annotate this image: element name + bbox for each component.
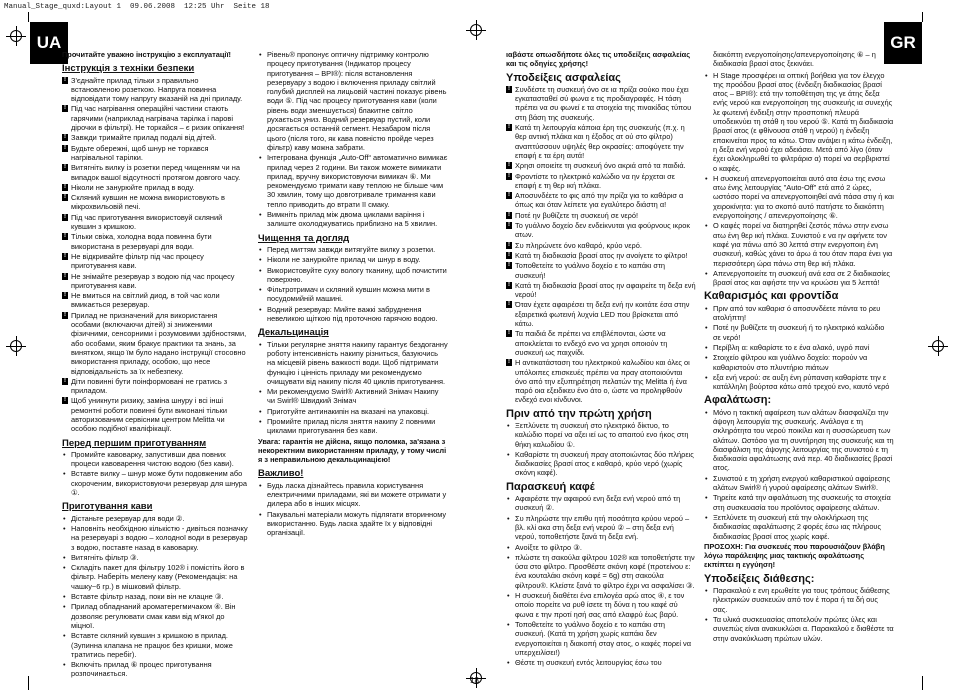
list-item-text: Ανοίξτε το φίλτρο ③. xyxy=(515,542,582,552)
bullet-icon: • xyxy=(63,469,66,479)
bullet-icon: • xyxy=(705,614,708,624)
language-tab-gr: GR xyxy=(884,22,922,64)
list-item xyxy=(258,305,448,324)
list-item xyxy=(506,221,696,240)
list-item xyxy=(62,469,248,497)
list-item-text: Κατά τη διαδικασία βρασί ατος ην αφαιρείτε τη δεξα ενή νερού! xyxy=(515,280,696,300)
features-list xyxy=(258,50,448,229)
list-item xyxy=(704,408,894,473)
list-item xyxy=(258,266,448,285)
list-item-text: Πριν από τον καθαρισ ό αποσυνδέετε πάντα το ρευ ατολήπτη! xyxy=(713,303,881,323)
bullet-icon: • xyxy=(705,323,708,333)
page-number: 18 xyxy=(470,676,479,685)
heading-first-use: Перед першим приготуванням xyxy=(62,437,207,449)
heading-coffee: Приготування кави xyxy=(62,501,153,513)
bullet-icon: • xyxy=(705,353,708,363)
warning-icon: ! xyxy=(508,85,510,92)
list-item xyxy=(62,76,248,104)
list-item xyxy=(506,494,696,513)
bullet-icon: • xyxy=(705,303,708,313)
list-item-text: Прилад не призначений для використання особами (включаючи дітей) зі зниженими фізичними, сенсорними і розумовими здібностями, або особами, яким бракує практики та знань, за винятком, якщо їм було надано інструкції стосовно використання приладу, особою, що несе відповідальність за їх небезпеку. xyxy=(71,310,247,376)
list-item xyxy=(704,493,894,512)
list-item xyxy=(506,514,696,542)
bullet-icon: • xyxy=(63,449,66,459)
list-item xyxy=(258,417,448,436)
heading-safety-gr: Υποδείξεις ασφαλείας xyxy=(506,71,621,84)
list-item xyxy=(506,85,696,122)
list-item-text: Інтегрована функція „Auto-Off“ автоматично вимикає прилад через 2 години. Ви також можете вимикати прилад, вручну використовуючи вимикач ⑥. Ми рекомендуємо тримати каву теплою не більше чим 30 хвилин, тому що довготривале тримання кави тепло приводить до втрати її смаку. xyxy=(267,153,448,209)
list-item-text: Το γυάλινο δοχείο δεν ενδείκνυται για φούρνους ικροκ ατων. xyxy=(515,221,691,240)
list-item-text: Вставте фільтр назад, поки він не клацне ③. xyxy=(71,592,224,602)
list-item-text: Не знімайте резервуар з водою під час процесу приготування кави. xyxy=(71,271,235,290)
list-item xyxy=(506,591,696,619)
heading-decalcification: Декальцинація xyxy=(258,327,329,339)
bullet-icon: • xyxy=(507,619,510,629)
warning-icon: ! xyxy=(508,162,510,169)
list-item-text: Витягніть вилку із розетки перед чищенням чи на випадок вашої відсутності протягом довгого часу. xyxy=(71,163,241,182)
bullet-icon: • xyxy=(705,221,708,231)
list-item-text: Η συσκευή διαθέτει ένα επιλογέα αρώ ατος ④, ε τον οποίο πορείτε να ρυθ ίσετε τη δύνα η του καφέ σύ φωνα ε την προτί ησή σας από ελαφρύ έως βαρύ. xyxy=(515,591,685,619)
list-item-text: Τοποθετείτε το γυάλινο δοχείο ε το καπάκι στη συσκευή! xyxy=(515,261,665,280)
list-item xyxy=(258,340,448,386)
list-item xyxy=(62,213,248,232)
list-item-text: Τα παιδιά δε πρέπει να επιβλέπονται, ώστε να αποκλείεται το ενδεχό ενο να χρησι οποιούν τη συσκευή ως παιχνίδι. xyxy=(515,329,668,357)
bullet-icon: • xyxy=(259,339,262,349)
list-item xyxy=(704,615,894,643)
bullet-icon: • xyxy=(705,493,708,503)
warning-icon: ! xyxy=(508,192,510,199)
list-item-text: Прилад обладнаний ароматерегмичаком ④. Він дозволяє регулювати смак кави від м'якої до міцної. xyxy=(71,602,236,630)
list-item-text: Κατά τη λειτουργία κάποια έρη της συσκευής (π.χ. η θερ αντική πλάκα και η έξοδος ατ ού στο φίλτρο) αναπτύσσουν υψηλές θερ οκρασίες: αποφύγετε την επαφή ε τα έρη αυτά! xyxy=(515,123,685,160)
list-item xyxy=(506,123,696,160)
list-item xyxy=(506,543,696,552)
list-item xyxy=(62,592,248,601)
list-item xyxy=(62,450,248,469)
list-item xyxy=(506,620,696,657)
list-item xyxy=(506,358,696,404)
column-ua-2 xyxy=(258,50,448,539)
list-item xyxy=(62,232,248,251)
list-item-text: Ξεπλύνετε τη συσκευή στο ηλεκτρικό δίκτυο, το καλώδιο πορεί να αξει ιεί ως το απαιτού ενο ήκος στη θήκη καλωδίου ①. xyxy=(515,420,689,449)
list-item xyxy=(506,261,696,280)
bullet-icon: • xyxy=(705,173,708,183)
list-item xyxy=(62,311,248,376)
bullet-icon: • xyxy=(507,513,510,523)
bullet-icon: • xyxy=(705,407,708,417)
warning-icon: ! xyxy=(508,281,510,288)
bullet-icon: • xyxy=(63,592,66,602)
list-item xyxy=(506,281,696,300)
list-item-text: Під час приготування використовуй скляний кувшин з кришкою. xyxy=(71,212,223,232)
bullet-icon: • xyxy=(705,473,708,483)
warning-icon: ! xyxy=(508,301,510,308)
list-item-text: Вставте скляний кувшин з кришкою в прилад. (Зупинна клапана не працює без кришки, може тратитись перебіг). xyxy=(71,631,233,659)
bullet-icon: • xyxy=(259,265,262,275)
warning-icon: ! xyxy=(64,272,66,279)
list-item-text: Κατά τη διαδικασία βρασί ατος ην ανοίγετε το φίλτρο! xyxy=(515,250,688,260)
list-item-text: Наповніть необхідною кількістю - дивіться позначку на резервуарі з водою – холодної води в резервуар з водою, поставте назад в кавоварку. xyxy=(71,523,248,552)
bullet-icon: • xyxy=(259,480,262,490)
list-item-text: Χρησι οποιείτε τη συσκευή όνο ακριά από τα παιδιά. xyxy=(515,161,686,171)
registration-mark-top-left xyxy=(6,26,26,46)
list-item xyxy=(62,183,248,192)
safety-list xyxy=(62,76,248,434)
list-item xyxy=(506,421,696,449)
safety-list-gr xyxy=(506,85,696,405)
bullet-icon: • xyxy=(507,449,510,459)
column-gr-1 xyxy=(506,50,696,668)
list-item-text: Παρακαλού ε ενη ερωθείτε για τους τρόπους διάθεσης ηλεκτρικών συσκευών από τον έ πορα ή τα δή ους σας. xyxy=(713,586,890,614)
crop-line-top-right xyxy=(922,12,923,22)
warning-icon: ! xyxy=(64,233,66,240)
crop-line-bottom-right xyxy=(922,676,923,690)
list-item-text: Απενεργοποιείτε τη συσκευή ανά εσα σε 2 διαδικασίες βρασί ατος και αφήστε την να κρυώσει για 5 λεπτά! xyxy=(713,268,890,288)
heading-cleaning: Чищення та догляд xyxy=(258,232,350,244)
decalcification-list-gr xyxy=(704,408,894,541)
list-item xyxy=(258,481,448,509)
list-item xyxy=(258,245,448,254)
list-item-text: Пакувальні матеріали можуть підлягати вторинному використанню. Будь ласка здайте їх у відповідні організації. xyxy=(267,509,447,538)
list-item xyxy=(258,510,448,538)
list-item xyxy=(258,407,448,416)
warning-icon: ! xyxy=(508,330,510,337)
warning-icon: ! xyxy=(64,311,66,318)
list-item xyxy=(258,285,448,304)
warning-icon: ! xyxy=(64,76,66,83)
list-item xyxy=(506,211,696,220)
list-item xyxy=(704,474,894,493)
list-item-text: Використовуйте суху вологу тканину, щоб почистити поверхню. xyxy=(267,265,447,284)
warranty-note: Увага: гарантія не дійсна, якщо поломка, за'язана з некоректним використанням приладу, у тому числі я з неправильною декальцинацією! xyxy=(258,436,447,465)
coffee-list-gr xyxy=(506,494,696,667)
heading-cleaning-gr: Καθαρισμός και φροντίδα xyxy=(704,290,839,303)
list-item xyxy=(258,387,448,406)
warning-icon: ! xyxy=(64,183,66,190)
bullet-icon: • xyxy=(705,586,708,596)
list-item-text: Вимкніть прилад між двома циклами варіння і залиште охолоджуватись приблизно на 5 хвилин. xyxy=(267,210,438,229)
list-item xyxy=(704,323,894,342)
bullet-icon: • xyxy=(63,552,66,562)
list-item xyxy=(704,353,894,372)
list-item xyxy=(506,450,696,478)
heading-disposal-gr: Υποδείξεις διάθεσης: xyxy=(704,572,815,585)
list-item-text: Вставте вилку – шнур може бути подовженим або скороченим, використовуючи резервуар для шнура ①. xyxy=(71,469,247,498)
list-item-text: Καθαρίστε τη συσκευή πραγ ατοποιώντας δύο πλήρεις διαδικασίες βρασί ατος ε καθαρό, κρύο νερό (χωρίς σκόνη καφέ). xyxy=(515,449,694,478)
list-item-text: Όταν έχετε αφαιρέσει τη δεξα ενή ην κοιτάτε έσα στην εξαιρετικά φωτεινή λυχνία LED που βρίσκεται από κάτω. xyxy=(515,300,690,329)
list-item-text: Під час нагрівання операційні частини стають гарячими (наприклад нагрівача тарілка і парові дірочки в фільтрі). Не торкайся – є ризик опікання! xyxy=(71,104,245,133)
intro-text: Прочитайте уважно інструкцію з експлуатації! xyxy=(62,50,232,59)
warning-icon: ! xyxy=(508,172,510,179)
list-item-text: Τα υλικά συσκευασίας αποτελούν πρώτες ύλες και συνεπώς είναι ανακυκλώσι α. Παρακαλού ε διαθέστε τα στην ανακύκλωση πρώτων υλών. xyxy=(713,614,894,643)
bullet-icon: • xyxy=(63,563,66,573)
bullet-icon: • xyxy=(63,660,66,670)
bullet-icon: • xyxy=(63,513,66,523)
bullet-icon: • xyxy=(259,406,262,416)
list-item-text: Промийте кавоварку, запустивши два повних процеси кавоварення чистою водою (без кави). xyxy=(71,449,234,469)
registration-mark-left-middle xyxy=(6,336,26,356)
first-use-list xyxy=(62,450,248,497)
list-item xyxy=(62,602,248,630)
list-item-text: Скляний кувшин не можна використовують в мікрохвильовій печі. xyxy=(71,193,225,212)
list-item-text: Діти повинні бути поінформовані не гратись з приладом. xyxy=(71,376,228,396)
bullet-icon: • xyxy=(259,387,262,397)
list-item-text: Будь ласка дізнайтесь правила користування електричними приладами, які ви можете отримати у дилера або в інших місцях. xyxy=(267,480,447,509)
bullet-icon: • xyxy=(259,509,262,519)
decalcification-list xyxy=(258,340,448,436)
list-item xyxy=(704,586,894,614)
list-item xyxy=(506,251,696,260)
list-item-text: Щоб уникнути ризику, заміна шнуру і всі інші ремонтні роботи повинні бути виконані тільки авторизованим сервісним центром Melitta чи особою подібної кваліфікації. xyxy=(71,396,227,434)
list-item-text: Η συσκευή απενεργοποιείται αυτό ατα έσω της ενσω ατω ένης λειτουργίας "Auto-Off" ετά από 2 ώρες, ωστόσο πορεί να απενεργοποιηθεί ανά πάσα στιγ ή και χειροκίνητα: για το σκοπό αυτό πατήστε το διακόπτη ενεργοποίησης / απενεργοποίησης ⑥. xyxy=(713,173,894,221)
list-item xyxy=(704,373,894,392)
warning-icon: ! xyxy=(508,251,510,258)
warning-icon: ! xyxy=(64,377,66,384)
list-item-text: Ξεπλύνετε τη συσκευή ετά την ολοκλήρωση της διαδικασίας αφαλάτωσης 2 φορές έσω ιας πλήρους διαδικασίας βρασί ατος χωρίς καφέ. xyxy=(713,512,882,541)
registration-mark-top-center xyxy=(466,20,486,40)
list-item xyxy=(62,377,248,396)
list-item xyxy=(506,300,696,328)
list-item-text: Витягніть фільтр ③. xyxy=(71,552,139,562)
list-item-text: Ο καφές πορεί να διατηρηθεί ζεστός πάνω στην ενσω ατω ένη θερ ική πλάκα. Συνιστού ε να ην αφήνετε τον καφέ για πάνω από 30 λεπτά στην ενεργοποιη ένη συσκευή, καθώς χάνει το άρω ά του όταν παρα ένει για περισσότερη ώρα πάνω στη θερ ική πλάκα. xyxy=(713,221,893,268)
list-item-text: Тільки свіжа, холодна вода повинна бути використана в резервуарі для води. xyxy=(71,232,212,251)
list-item-text: Θέστε τη συσκευή εντός λειτουργίας έσω του xyxy=(515,658,662,668)
intro-text-gr: ιαβάστε οπωσδήποτε όλες τις υποδείξεις ασφαλείας και τις οδηγίες χρήσης! xyxy=(506,50,691,69)
bullet-icon: • xyxy=(259,50,262,59)
column-ua-1 xyxy=(62,50,248,680)
list-item-text: Не відкривайте фільтр під час процесу приготування кави. xyxy=(71,251,204,271)
warning-icon: ! xyxy=(508,241,510,248)
list-item-text: Η Stage προσφέρει ια οπτική βοήθεια για τον έλεγχο της προόδου βρασί ατος (ένδειξη διαδικασίας βρασί ατος – BPI®): ετά την τοποθέτηση της γε άτης δεξα ενής νερού και ενεργοποίηση της συσκευής ια συνεχής λε φωτεινή ένδειξη στην προσποτική πλευρά υποδεικνύει τη στάθ η του νερού ⑤. Κατά τη διαδικασία βρασί ατος (ε φθίνουσα στάθ η νερού) η ένδειξη επακινείται προς τα κάτω. Όταν ανάψει η κάτω ένδειξη, η δεξα ενή νερού έχει αδειάσει. Μετά από λίγο (όταν έχει ολοκληρωθεί το φιλτράρισ α) πορεί να σερβιριστεί ο καφές. xyxy=(713,70,894,173)
list-item-text: Не вмиться на світлий диод, в той час коли вмикається резервуар. xyxy=(71,291,220,310)
crop-line-bottom-left xyxy=(28,676,29,690)
coffee-list xyxy=(62,514,248,679)
list-item-text: Рівень® пропонує оптичну підтримку контролю процесу приготування (Індикатор процесу приготування – BPI®): після встановлення резервуару з водою і включення приладу світлий голубий дисплей на лицьовій частині показує рівень води ⑤. Під час процесу приготування кави (коли рівень води зменшується) блакитне світло рухається униз. Водний резервуар пустий, коли досягається останній сегмент. Незабаром після цього (після того, як кава повністю пройде через фільтр) каву можна забрати. xyxy=(267,50,447,152)
list-item xyxy=(506,241,696,250)
bullet-icon: • xyxy=(259,416,262,426)
list-item-text: Фільтротримач и скляний кувшин можна мити в посудомийній машині. xyxy=(267,285,430,304)
list-item-text: Водний резервуар: Мийте важкі забруднення невеликою щіткою під проточною гарячою водою. xyxy=(267,304,438,324)
bullet-icon: • xyxy=(705,342,708,352)
list-item-text: εξα ενή νερού: σε αυξη ένη ρύπανση καθαρίστε την ε κατάλληλη βούρτσα κάτω από τρεχού ενο, καυτό νερό xyxy=(713,372,890,392)
bullet-icon: • xyxy=(259,244,262,254)
list-item xyxy=(258,153,448,209)
list-item xyxy=(704,71,894,173)
warning-icon: ! xyxy=(508,222,510,229)
list-item xyxy=(704,269,894,288)
list-item-text: Συνιστού ε τη χρήση ενεργού καθαριστικού αφαίρεσης αλάτων Swirl® ή γυρού αφαίρεσης αλάτων Swirl®. xyxy=(713,473,891,493)
list-item xyxy=(704,343,894,352)
bullet-icon: • xyxy=(507,591,510,601)
list-item xyxy=(258,50,448,152)
warning-icon: ! xyxy=(64,144,66,151)
heading-safety: Інструкція з техніки безпеки xyxy=(62,63,195,75)
continued-text-gr: διακόπτη ενεργοποίησης/απενεργοποίησης ⑥ – η διαδικασία βρασί ατος ξεκινάει. xyxy=(713,50,876,69)
list-item-text: Συ πληρώνετε όνο καθαρό, κρύο νερό. xyxy=(515,240,642,250)
warning-icon: ! xyxy=(64,292,66,299)
list-item-text: Τοποθετείτε το γυάλινο δοχείο ε το καπάκι στη συσκευή. (Κατά τη χρήση χωρίς καπάκι δεν ενεργοποιείται η διακοπή σταγ ατος, ο καφές πορεί να υπερχειλίσει!) xyxy=(515,619,691,657)
bullet-icon: • xyxy=(259,255,262,265)
list-item-text: Συνδέστε τη συσκευή όνο σε ια πρίζα σούκο που έχει εγκατασταθεί σύ φωνα ε τις προδιαγραφές. Η τάση πρέπει να συ φωνεί ε τα στοιχεία της πινακίδας τύπου στη βάση της συσκευής. xyxy=(515,84,692,122)
list-item xyxy=(704,304,894,323)
crop-line-top-left xyxy=(28,12,29,22)
list-item-text: Ποτέ ην βυθίζετε τη συσκευή σε νερό! xyxy=(515,210,639,220)
list-item xyxy=(62,514,248,523)
list-item xyxy=(62,193,248,212)
list-item-text: Ποτέ ην βυθίζετε τη συσκευή ή το ηλεκτρικό καλώδιο σε νερό! xyxy=(713,323,885,342)
list-item-text: Промийте прилад після зняття накипу 2 повними циклами приготування без кави. xyxy=(267,416,436,436)
list-item-text: Ніколи не занурюйте прилад в воду. xyxy=(71,182,195,192)
list-item xyxy=(62,631,248,659)
list-item-text: Φροντίστε το ηλεκτρικό καλώδιο να ην έρχεται σε επαφή ε τη θερ ική πλάκα. xyxy=(515,171,675,190)
list-item-text: Τηρείτε κατά την αφαλάτωση της συσκευής τα στοιχεία στη συσκευασία του προϊόντος αφαίρεσης αλάτων. xyxy=(713,493,891,512)
list-item-text: Перед миттям завжди витягуйте вилку з розетки. xyxy=(267,244,436,254)
list-item-text: Завжди тримайте прилад подалі від дітей. xyxy=(71,133,217,143)
list-item xyxy=(704,513,894,541)
bullet-icon: • xyxy=(259,210,262,220)
warning-icon: ! xyxy=(64,397,66,404)
list-item xyxy=(506,329,696,357)
file-header: Manual_Stage_quxd:Layout 1 09.06.2008 12:25 Uhr Seite 18 xyxy=(4,3,270,11)
list-item-text: Στοιχείο φίλτρου και γυάλινο δοχείο: πορούν να καθαριστούν στο πλυντήριο πιάτων xyxy=(713,353,868,372)
list-item xyxy=(62,563,248,591)
warning-icon: ! xyxy=(64,164,66,171)
warning-icon: ! xyxy=(508,359,510,366)
bullet-icon: • xyxy=(63,523,66,533)
list-item xyxy=(62,163,248,182)
list-item xyxy=(258,255,448,264)
bullet-icon: • xyxy=(507,552,510,562)
list-item xyxy=(258,210,448,229)
bullet-icon: • xyxy=(705,268,708,278)
list-item-text: Αφαιρέστε την αφαιρού ενη δεξα ενή νερού από τη συσκευή ②. xyxy=(515,494,681,513)
list-item-text: Συ πληρώστε την επιθυ ητή ποσότητα κρύου νερού – βλ. κλί ακα στη δεξα ενή νερού ② – στη δεξα ενή νερού, τοποθετήστε ξανά τη δεξα ενή. xyxy=(515,513,690,542)
list-item-text: Περίβλη α: καθαρίστε το ε ένα αλακό, υγρό πανί xyxy=(713,342,870,352)
list-item xyxy=(62,104,248,132)
list-item-text: πλώστε τη σακούλα φίλτρου 102® και τοποθετήστε την ύσα στο φίλτρο. Προσθέστε σκόνη καφέ (προτείνου ε: ένα κουταλάκι σκόνη καφέ = 6g) στη σακούλα φίλτρου®. Κλείστε ξανά το φίλτρο έχρι να ασφαλίσει ③. xyxy=(515,552,695,590)
list-item-text: Η αντικατάσταση του ηλεκτρικού καλωδίου και όλες οι υπόλοιπες επισκευές πρέπει να πραγ ατοποιούνται όνο από την εξυπηρέτηση πελατών της Melitta ή ένα παρό οια εξειδικευ ένο άτο ο, ώστε να προληφθούν ενδεχό ενοι κίνδυνοι. xyxy=(515,358,690,405)
list-item-text: Дістаньте резервуар для води ②. xyxy=(71,513,185,523)
list-item-text: Складіть пакет для фільтру 102® і помістіть його в фільтр. Наберіть мелену каву (Рекомендація: на чашку~6 гр.) в мішковий фільтр. xyxy=(71,563,245,591)
list-item xyxy=(62,144,248,163)
list-item-text: З'єднайте прилад тільки з правильно встановленою розеткою. Напруга повинна відповідати тому напругу вказаній на дні приладу. xyxy=(71,75,243,104)
list-item-text: Ми рекомендуємо Swirl® Активний Знімач Накипу чи Swirl® Швидкий Знімач xyxy=(267,387,439,406)
list-item xyxy=(62,252,248,271)
list-item-text: Ніколи не занурюйте прилад чи шнур в воду. xyxy=(267,255,421,265)
list-item xyxy=(62,553,248,562)
bullet-icon: • xyxy=(63,602,66,612)
warning-note-gr: ΠΡΟΣΟΧΗ: Για συσκευές που παρουσιάζουν βλάβη λόγω παράλειψης μιας τακτικής αφαλάτωσης εκπίπτει η εγγύηση! xyxy=(704,541,885,570)
list-item xyxy=(506,172,696,191)
list-item xyxy=(704,174,894,220)
warning-icon: ! xyxy=(508,262,510,269)
bullet-icon: • xyxy=(259,285,262,295)
bullet-icon: • xyxy=(705,372,708,382)
warning-icon: ! xyxy=(64,105,66,112)
warning-icon: ! xyxy=(64,194,66,201)
list-item-text: Тільки регулярне зняття накипу гарантує бездоганну роботу інтенсивність накипу різниться, базуючись на місцевій рівень важкості води. Щоб підтримати функцію і цінність приладу ми рекомендуємо очищувати від накипу після 40 циклів приготування. xyxy=(267,339,448,386)
bullet-icon: • xyxy=(507,494,510,504)
list-item xyxy=(506,553,696,590)
bullet-icon: • xyxy=(259,304,262,314)
important-list xyxy=(258,481,448,538)
language-tab-ua: UA xyxy=(30,22,68,64)
bullet-icon: • xyxy=(259,153,262,163)
heading-coffee-gr: Παρασκευή καφέ xyxy=(506,480,595,493)
warning-icon: ! xyxy=(64,134,66,141)
list-item-text: Будьте обережні, щоб шнур не торкався нагрівальної тарілки. xyxy=(71,143,209,162)
list-item xyxy=(62,133,248,142)
bullet-icon: • xyxy=(705,512,708,522)
list-item xyxy=(62,660,248,679)
cleaning-list-gr xyxy=(704,304,894,392)
disposal-list-gr xyxy=(704,586,894,643)
list-item xyxy=(62,396,248,433)
list-item xyxy=(506,191,696,210)
list-item xyxy=(62,524,248,552)
bullet-icon: • xyxy=(705,70,708,80)
bullet-icon: • xyxy=(63,631,66,641)
list-item xyxy=(506,161,696,170)
warning-icon: ! xyxy=(64,213,66,220)
list-item-text: Включіть прилад ⑥ процес приготування розпочинається. xyxy=(71,660,212,679)
list-item xyxy=(704,221,894,267)
registration-mark-right-middle xyxy=(928,336,948,356)
first-use-list-gr xyxy=(506,421,696,478)
list-item xyxy=(506,658,696,667)
list-item-text: Приготуйте антинакипін на вказані на упаковці. xyxy=(267,406,430,416)
warning-icon: ! xyxy=(508,211,510,218)
cleaning-list xyxy=(258,245,448,323)
bullet-icon: • xyxy=(507,420,510,430)
list-item-text: Μόνο η τακτική αφαίρεση των αλάτων διασφαλίζει την άψογη λειτουργία της συσκευής. Ανάλογα ε τη σκληρότητα του νερού ποικίλει και η συσσώρευση των αλάτων. Ωστόσο για τη συντήρηση της συσκευής και τη διασφάλιση της άψογης λειτουργίας της συνιστού ε τη διαδικασία αφαλάτωσης ανά περ. 40 διαδικασίες βρασί ατος. xyxy=(713,407,894,473)
heading-decalcification-gr: Αφαλάτωση: xyxy=(704,394,772,407)
list-item xyxy=(62,272,248,291)
bullet-icon: • xyxy=(507,658,510,668)
warning-icon: ! xyxy=(508,124,510,131)
heading-important: Важливо! xyxy=(258,468,304,480)
heading-first-use-gr: Πριν από την πρώτη χρήση xyxy=(506,407,652,420)
list-item-text: Αποσυνδέετε το φις από την πρίζα για το καθάρισ α όπως και όταν λείπετε για εγαλύτερο διάστη α! xyxy=(515,191,684,210)
column-gr-2 xyxy=(704,50,894,644)
list-item xyxy=(62,291,248,310)
bullet-icon: • xyxy=(507,542,510,552)
warning-icon: ! xyxy=(64,252,66,259)
features-list-gr xyxy=(704,71,894,288)
